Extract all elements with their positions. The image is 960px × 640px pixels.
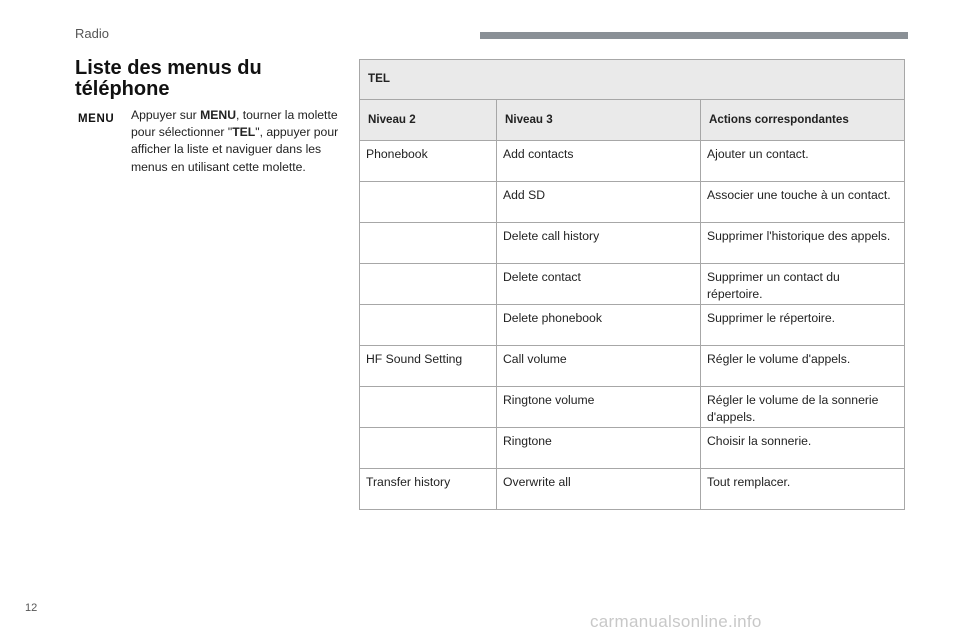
cell-level2: Phonebook	[360, 141, 497, 182]
cell-level2: Transfer history	[360, 469, 497, 510]
cell-action: Choisir la sonnerie.	[701, 428, 905, 469]
page-number: 12	[25, 602, 38, 614]
cell-level2	[360, 428, 497, 469]
table-row	[360, 428, 905, 469]
cell-action: Tout remplacer.	[701, 469, 905, 510]
cell-level2	[360, 223, 497, 264]
cell-action: Associer une touche à un contact.	[701, 182, 905, 223]
table-row	[360, 182, 905, 223]
table-caption: TEL	[360, 60, 905, 100]
cell-action: Supprimer un contact du répertoire.	[701, 264, 905, 305]
intro-text-3: ", appuyer pour afficher la liste et naviguer dans les menus en utilisant cette molette.	[131, 125, 339, 174]
cell-action: Régler le volume d'appels.	[701, 346, 905, 387]
column-header-actions: Actions correspondantes	[701, 100, 905, 141]
cell-level3: Ringtone volume	[497, 387, 701, 428]
intro-text-1: Appuyer sur	[131, 108, 201, 122]
table-row	[360, 141, 905, 182]
intro-text-2: , tourner la molette pour sélectionner "	[131, 108, 338, 140]
cell-level3: Delete contact	[497, 264, 701, 305]
cell-level2	[360, 264, 497, 305]
intro-bold-tel: TEL	[232, 125, 256, 140]
table-row	[360, 469, 905, 510]
cell-action: Supprimer l'historique des appels.	[701, 223, 905, 264]
cell-level2: HF Sound Setting	[360, 346, 497, 387]
cell-level2	[360, 182, 497, 223]
cell-level2	[360, 305, 497, 346]
cell-level3: Delete phonebook	[497, 305, 701, 346]
table-row	[360, 387, 905, 428]
table-row	[360, 346, 905, 387]
cell-level2	[360, 387, 497, 428]
watermark: carmanualsonline.info	[590, 612, 762, 631]
column-header-level2: Niveau 2	[360, 100, 497, 141]
table-row	[360, 223, 905, 264]
cell-action: Régler le volume de la sonnerie d'appels.	[701, 387, 905, 428]
tel-menu-table	[359, 59, 905, 510]
cell-level3: Add contacts	[497, 141, 701, 182]
cell-level3: Ringtone	[497, 428, 701, 469]
table-row	[360, 305, 905, 346]
cell-level3: Overwrite all	[497, 469, 701, 510]
intro-bold-menu: MENU	[200, 108, 236, 122]
column-header-level3: Niveau 3	[497, 100, 701, 141]
intro-paragraph	[131, 107, 346, 176]
header-bar	[480, 32, 908, 39]
menu-button-icon: MENU	[78, 113, 115, 125]
cell-action: Supprimer le répertoire.	[701, 305, 905, 346]
cell-level3: Add SD	[497, 182, 701, 223]
cell-level3: Delete call history	[497, 223, 701, 264]
cell-level3: Call volume	[497, 346, 701, 387]
section-label: Radio	[75, 26, 109, 41]
page-title: Liste des menus du téléphone	[75, 57, 262, 100]
cell-action: Ajouter un contact.	[701, 141, 905, 182]
table-row	[360, 264, 905, 305]
